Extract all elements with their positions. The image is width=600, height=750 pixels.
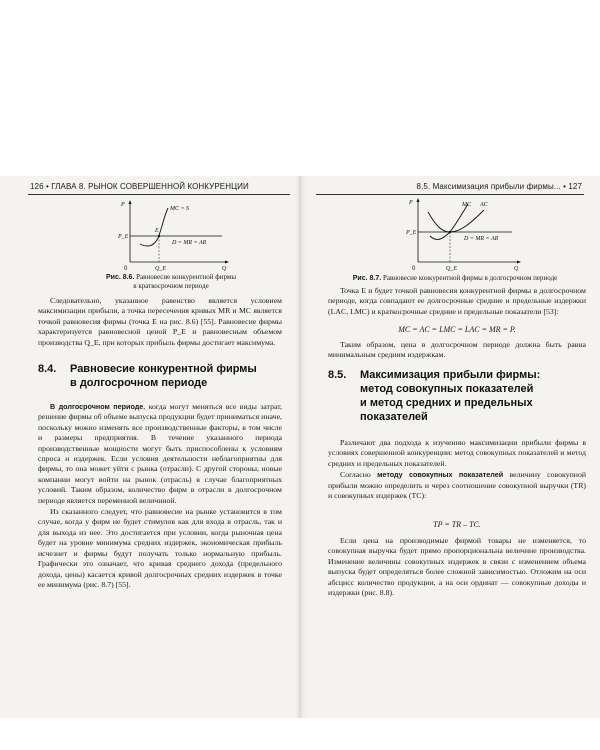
fig86-caption-number: Рис. 8.6. xyxy=(105,274,135,281)
fig86-pe-label: P_E xyxy=(118,234,129,240)
fig86-origin: 0 xyxy=(124,266,128,272)
right-text-block-4 xyxy=(328,536,586,598)
section-heading-8-5 xyxy=(328,368,598,424)
right-paragraph-2: Таким образом, цена в долгосрочном периоде должна быть равна минимальным средним издержкам. xyxy=(328,340,586,360)
right-text-block-1 xyxy=(328,286,586,317)
fig87-y-arrow xyxy=(417,198,420,202)
left-running-head: 126 • ГЛАВА 8. РЫНОК СОВЕРШЕННОЙ КОНКУРЕНЦИИ xyxy=(30,182,249,191)
section-8-5-title-2: метод совокупных показателей xyxy=(360,383,534,395)
right-header-rule xyxy=(316,194,584,195)
right-running-head: 8.5. Максимизация прибыли фирмы... • 127 xyxy=(416,182,582,191)
fig87-point-e xyxy=(449,231,451,233)
section-8-4-number: 8.4. xyxy=(38,363,57,375)
fig87-y-label: P xyxy=(409,200,413,206)
right-paragraph-4 xyxy=(328,470,586,501)
fig87-qe-label: Q_E xyxy=(446,266,457,272)
left-page xyxy=(0,176,296,718)
fig87-caption-number: Рис. 8.7. xyxy=(352,275,382,282)
left-paragraph-2 xyxy=(38,402,282,506)
fig86-e-label: E xyxy=(155,228,159,234)
fig86-point-e xyxy=(158,235,160,237)
fig86-demand-label: D = MR = AR xyxy=(172,240,207,246)
fig87-x-label: Q xyxy=(514,266,519,272)
right-paragraph-4-pre: Согласно xyxy=(340,470,378,480)
figure-8-6-graph xyxy=(118,198,236,272)
fig87-ac-curve xyxy=(428,210,484,232)
left-paragraph-1: Следовательно, указанное равенство является условием максимизации прибыли, а точка пересечения кривых MR и MC является точкой равновесия фирмы (точка E на рис. 8.6) [55]. Равновесие фирмы характеризуется равновесной ценой P_E и равновесным объемом производства Q_E, при которых прибыль фирмы достигает максимума. xyxy=(38,296,282,347)
fig87-ac-label: AC xyxy=(480,202,488,208)
right-paragraph-3: Различают два подхода к изучению максимизации прибыли фирмы в условиях совершенной конкуренции: метод совокупных показателей и метод средних и предельных показателей. xyxy=(328,438,586,468)
section-heading-8-4 xyxy=(38,362,288,390)
right-page xyxy=(306,176,600,718)
figure-8-7 xyxy=(404,196,526,272)
section-8-5-line1 xyxy=(328,368,598,382)
fig87-demand-label: D = MR = AR xyxy=(464,236,499,242)
fig87-caption-text: Равновесие конкурентной фирмы в долгосрочном периоде xyxy=(382,274,558,282)
fig86-qe-label: Q_E xyxy=(155,266,166,272)
figure-8-7-caption xyxy=(330,274,580,283)
right-text-block-2 xyxy=(328,340,586,361)
book-gutter xyxy=(296,176,306,718)
formula-equilibrium: MC = AC = LMC = LAC = MR = P. xyxy=(398,325,516,334)
fig87-x-arrow xyxy=(517,261,521,264)
section-8-5-title-1: Максимизация прибыли фирмы: xyxy=(360,369,541,381)
figure-8-7-graph xyxy=(404,196,526,272)
fig86-x-label: Q xyxy=(222,266,227,272)
left-text-block-2 xyxy=(38,402,282,590)
right-paragraph-4-rest: величину совокупной прибыли можно определить и через соотношение совокупной выручки (TR) и совокупных издержек (TC): xyxy=(328,470,587,501)
right-paragraph-5: Если цена на производимые фирмой товары не изменяется, то совокупная выручка будет прямо пропорциональна величине производства. Изменение величины совокупных издержек в связи с изменением объема выпуска будет определяться более сложной зависимостью. Отложим на оси абсцисс количество продукции, а на оси ординат — совокупные доходы и издержки (рис. 8.8). xyxy=(328,536,586,598)
left-paragraph-2-rest: , когда могут меняться все виды затрат, решение фирмы об объеме выпуска продукции будет приниматься иначе, поскольку можно изменять все производственные факторы, в том числе и размеры предприятия. В течение указанного периода производственные мощности могут быть приспособлены к условиям спроса и издержек. Если условия деятельности неблагоприятны для фирмы, то она может уйти с рынка (отрасли). С другой стороны, новые компании могут войти на рынок (отрасль) в случае благоприятных условий. Таким образом, количество фирм в отрасли в долгосрочном периоде является переменной величиной. xyxy=(38,402,282,505)
section-8-4-title-2: в долгосрочном периоде xyxy=(70,377,208,389)
figure-8-6-caption xyxy=(96,273,246,290)
term-long-run: В долгосрочном периоде xyxy=(50,402,144,411)
section-8-4-line1 xyxy=(38,362,288,376)
section-8-4-title-1: Равновесие конкурентной фирмы xyxy=(70,363,257,375)
section-8-5-title-4: показателей xyxy=(360,411,428,423)
figure-8-6 xyxy=(118,198,236,272)
fig86-y-arrow xyxy=(129,200,132,204)
fig86-y-label: P xyxy=(121,202,125,208)
left-paragraph-3: Из сказанного следует, что равновесие на рынке установится в том случае, когда у фирм не будет стимулов как для входа в отрасль, так и для выхода из нее. Это достигается при условии, когда рыночная цена будет на уровне минимума средних издержек, экономическая прибыль исчезнет и фирмы будут получать только нормальную прибыль. Графически это означает, что кривая среднего дохода (предельного дохода, цены) касается кривой долгосрочных средних издержек в точке ее минимума (рис. 8.7) [55]. xyxy=(38,507,282,589)
fig87-mc-label: MC xyxy=(462,202,471,208)
fig87-pe-label: P_E xyxy=(406,230,417,236)
left-header-rule xyxy=(28,194,290,195)
formula-total-profit: TP = TR – TC. xyxy=(433,520,481,529)
fig86-caption-line2: в краткосрочном периоде xyxy=(133,282,209,290)
section-8-5-number: 8.5. xyxy=(328,369,347,381)
fig86-mc-curve xyxy=(140,208,168,246)
fig86-mc-label: MC = S xyxy=(170,206,190,212)
fig86-caption-line1: Равновесие конкурентной фирмы xyxy=(136,273,237,281)
fig87-origin: 0 xyxy=(412,266,416,272)
right-text-block-3 xyxy=(328,438,586,501)
fig86-x-arrow xyxy=(225,261,229,264)
left-text-block-1 xyxy=(38,296,282,348)
fig87-mc-curve xyxy=(430,204,468,239)
right-paragraph-1: Точка E и будет точкой равновесия конкурентной фирмы в долгосрочном периоде, когда совпадают ее долгосрочные средние и предельные издержки (LAC, LMC) и краткосрочные средние и предельные показатели [53]: xyxy=(328,286,586,316)
term-total-method: методу совокупных показателей xyxy=(377,470,504,480)
section-8-5-title-3: и метод средних и предельных xyxy=(360,397,533,409)
